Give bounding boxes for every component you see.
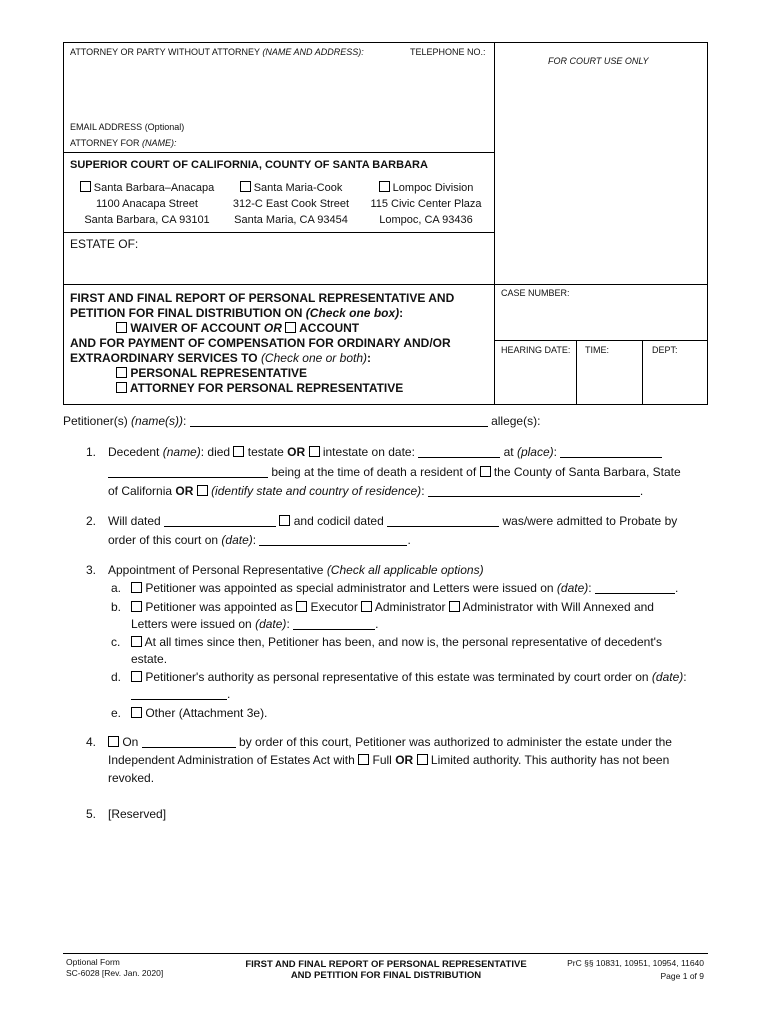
attorney-for-label: ATTORNEY FOR (NAME): [70,138,177,148]
testate-checkbox[interactable] [233,446,244,457]
court-title: SUPERIOR COURT OF CALIFORNIA, COUNTY OF SANTA BARBARA [70,159,428,171]
estate-divider [63,284,708,285]
santa-barbara-checkbox[interactable] [80,181,91,192]
item-3c-text2: estate. [131,652,168,666]
executor-checkbox[interactable] [296,601,307,612]
box-top-border [63,42,708,43]
item-2-line1: Will dated and codicil dated was/were admitted to Probate by [108,514,678,528]
footer-rule [63,953,708,954]
item-4-line3: revoked. [108,771,155,785]
intestate-checkbox[interactable] [309,446,320,457]
dept-divider [642,340,643,405]
item-2-number: 2. [86,514,97,528]
santa-maria-checkbox[interactable] [240,181,251,192]
item-3b-text: Petitioner was appointed as Executor Administrator Administrator with Will Annexed and [131,600,654,614]
telephone-label: TELEPHONE NO.: [410,47,486,57]
item-3a-label: a. [111,581,122,595]
personal-rep-checkbox[interactable] [116,367,127,378]
footer-left: Optional Form SC-6028 [Rev. Jan. 2020] [66,957,164,978]
admin-will-checkbox[interactable] [449,601,460,612]
division-santa-barbara: Santa Barbara–Anacapa 1100 Anacapa Street Santa Barbara, CA 93101 [72,180,222,228]
hearing-date-label: HEARING DATE: [501,345,571,355]
lompoc-checkbox[interactable] [379,181,390,192]
iaea-checkbox[interactable] [108,736,119,747]
item-3e-text: Other (Attachment 3e). [131,706,267,720]
petitioner-name-field[interactable] [190,414,488,427]
item-3-intro: Appointment of Personal Representative (Check all applicable options) [108,563,484,577]
limited-authority-checkbox[interactable] [417,754,428,765]
item-2-line2: order of this court on (date): . [108,533,411,547]
attorney-label: ATTORNEY OR PARTY WITHOUT ATTORNEY (NAME AND ADDRESS): [70,47,364,57]
other-residence-checkbox[interactable] [197,485,208,496]
item-3b-label: b. [111,600,122,614]
at-all-times-checkbox[interactable] [131,636,142,647]
letters-date-a-field[interactable] [595,581,675,594]
item-3d-text: Petitioner's authority as personal representative of this estate was terminated by court order on (date): [131,670,687,684]
time-label: TIME: [585,345,609,355]
item-3b-text2: Letters were issued on (date): . [131,617,379,631]
case-divider [494,340,708,341]
box-middle-divider [494,42,495,405]
footer-right: PrC §§ 10831, 10951, 10954, 11640 Page 1 of 9 [567,958,704,981]
box-bottom-border [63,404,708,405]
death-date-field[interactable] [418,445,500,458]
report-title: FIRST AND FINAL REPORT OF PERSONAL REPRESENTATIVE AND PETITION FOR FINAL DISTRIBUTION ON (Check one box): WAIVER OF ACCOUNT OR ACCOUNT AND FOR PAYMENT OF COMPENSATION FOR ORDINARY AND/OR EXTRAORDINARY SERVICES TO (Check one or both): PERSONAL REPRESENTATIVE ATTORNEY FOR PERSONAL REPRESENTATIVE [70,291,455,395]
probate-date-field[interactable] [259,533,407,546]
item-3a-text: Petitioner was appointed as special administrator and Letters were issued on (date): . [131,581,678,595]
other-3e-checkbox[interactable] [131,707,142,718]
item-3c-text: At all times since then, Petitioner has been, and now is, the personal representative of decedent's [131,635,662,649]
item-3-number: 3. [86,563,97,577]
residence-field[interactable] [428,484,640,497]
item-1-line1: Decedent (name): died testate OR intestate on date: at (place): [108,445,662,459]
item-4-line1: On by order of this court, Petitioner was authorized to administer the estate under the [108,735,672,749]
iaea-date-field[interactable] [142,735,236,748]
item-5-text: [Reserved] [108,807,167,821]
box-left-border [63,42,64,405]
appointed-checkbox[interactable] [131,601,142,612]
item-1-line2: being at the time of death a resident of the County of Santa Barbara, State [108,465,681,479]
footer-title: FIRST AND FINAL REPORT OF PERSONAL REPRESENTATIVE AND PETITION FOR FINAL DISTRIBUTION [245,959,527,981]
codicil-date-field[interactable] [387,514,499,527]
account-checkbox[interactable] [285,322,296,333]
item-5-number: 5. [86,807,97,821]
codicil-checkbox[interactable] [279,515,290,526]
court-use-label: FOR COURT USE ONLY [548,56,649,66]
full-authority-checkbox[interactable] [358,754,369,765]
item-3c-label: c. [111,635,121,649]
item-3e-label: e. [111,706,122,720]
death-place-field-2[interactable] [108,465,268,478]
administrator-checkbox[interactable] [361,601,372,612]
waiver-checkbox[interactable] [116,322,127,333]
email-label: EMAIL ADDRESS (Optional) [70,122,185,132]
division-santa-maria: Santa Maria-Cook 312-C East Cook Street Santa Maria, CA 93454 [232,182,350,226]
item-1-number: 1. [86,445,97,459]
will-date-field[interactable] [164,514,276,527]
terminated-checkbox[interactable] [131,671,142,682]
item-3d-text2: . [131,687,230,701]
item-4-number: 4. [86,735,97,749]
letters-date-b-field[interactable] [293,617,375,630]
attorney-rep-checkbox[interactable] [116,382,127,393]
item-4-line2: Independent Administration of Estates Act with Full OR Limited authority. This authority has not been [108,753,670,767]
petitioner-line: Petitioner(s) (name(s)): allege(s): [63,414,541,428]
dept-label: DEPT: [652,345,678,355]
item-3d-label: d. [111,670,122,684]
county-checkbox[interactable] [480,466,491,477]
terminated-date-field[interactable] [131,687,227,700]
attorney-divider [63,152,495,153]
item-1-line3: of California OR (identify state and country of residence): . [108,484,644,498]
case-number-label: CASE NUMBER: [501,288,570,298]
box-right-border [707,42,708,405]
estate-label: ESTATE OF: [70,237,139,251]
death-place-field[interactable] [560,445,662,458]
special-admin-checkbox[interactable] [131,582,142,593]
division-lompoc: Lompoc Division 115 Civic Center Plaza Lompoc, CA 93436 [370,182,482,226]
time-divider [576,340,577,405]
court-divider [63,232,495,233]
